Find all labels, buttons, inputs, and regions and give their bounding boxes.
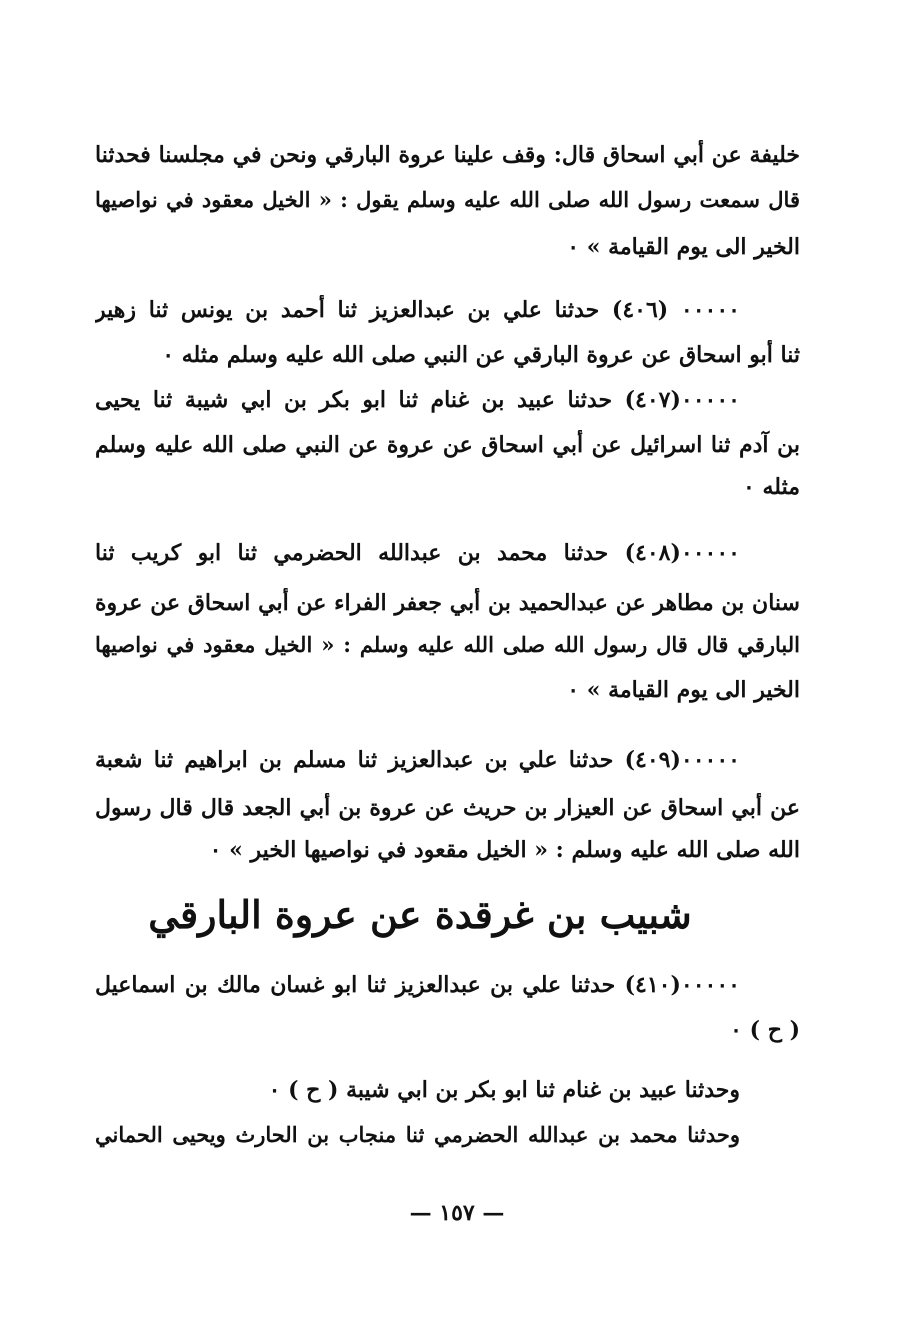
text-line: خليفة عن أبي اسحاق قال: وقف علينا عروة البارقي ونحن في مجلسنا فحدثنا bbox=[95, 142, 800, 168]
text-line: ٠٠٠٠٠(٤٠٨) حدثنا محمد بن عبدالله الحضرمي ثنا ابو كريب ثنا bbox=[95, 540, 740, 566]
text-line: ثنا أبو اسحاق عن عروة البارقي عن النبي صلى الله عليه وسلم مثله ٠ bbox=[162, 342, 800, 368]
text-line: وحدثنا محمد بن عبدالله الحضرمي ثنا منجاب بن الحارث ويحيى الحماني bbox=[95, 1122, 740, 1147]
text-line: قال سمعت رسول الله صلى الله عليه وسلم يقول : « الخيل معقود في نواصيها bbox=[95, 187, 800, 212]
text-line: مثله ٠ bbox=[743, 474, 800, 500]
text-line: وحدثنا عبيد بن غنام ثنا ابو بكر بن ابي شيبة ( ح ) ٠ bbox=[268, 1077, 740, 1103]
page-number: — ١٥٧ — bbox=[409, 1200, 505, 1226]
text-line: ٠٠٠٠٠(٤٠٧) حدثنا عبيد بن غنام ثنا ابو بكر بن ابي شيبة ثنا يحيى bbox=[95, 387, 740, 413]
text-line: الخير الى يوم القيامة » ٠ bbox=[567, 677, 800, 703]
text-line: ٠٠٠٠٠(٤٠٩) حدثنا علي بن عبدالعزيز ثنا مسلم بن ابراهيم ثنا شعبة bbox=[95, 747, 740, 773]
text-line: الخير الى يوم القيامة » ٠ bbox=[567, 234, 800, 260]
text-line: عن أبي اسحاق عن العيزار بن حريث عن عروة بن أبي الجعد قال قال رسول bbox=[95, 795, 800, 821]
text-line: ( ح ) ٠ bbox=[730, 1017, 800, 1043]
text-line: ٠٠٠٠٠ (٤٠٦) حدثنا علي بن عبدالعزيز ثنا أحمد بن يونس ثنا زهير bbox=[95, 297, 740, 323]
section-heading: شبيب بن غرقدة عن عروة البارقي bbox=[148, 892, 692, 937]
text-line: البارقي قال قال رسول الله صلى الله عليه وسلم : « الخيل معقود في نواصيها bbox=[95, 632, 800, 657]
text-line: سنان بن مطاهر عن عبدالحميد بن أبي جعفر الفراء عن أبي اسحاق عن عروة bbox=[95, 590, 800, 616]
text-line: بن آدم ثنا اسرائيل عن أبي اسحاق عن عروة عن النبي صلى الله عليه وسلم bbox=[95, 432, 800, 458]
text-line: الله صلى الله عليه وسلم : « الخيل مقعود في نواصيها الخير » ٠ bbox=[209, 837, 800, 863]
text-line: ٠٠٠٠٠(٤١٠) حدثنا علي بن عبدالعزيز ثنا ابو غسان مالك بن اسماعيل bbox=[95, 972, 740, 998]
